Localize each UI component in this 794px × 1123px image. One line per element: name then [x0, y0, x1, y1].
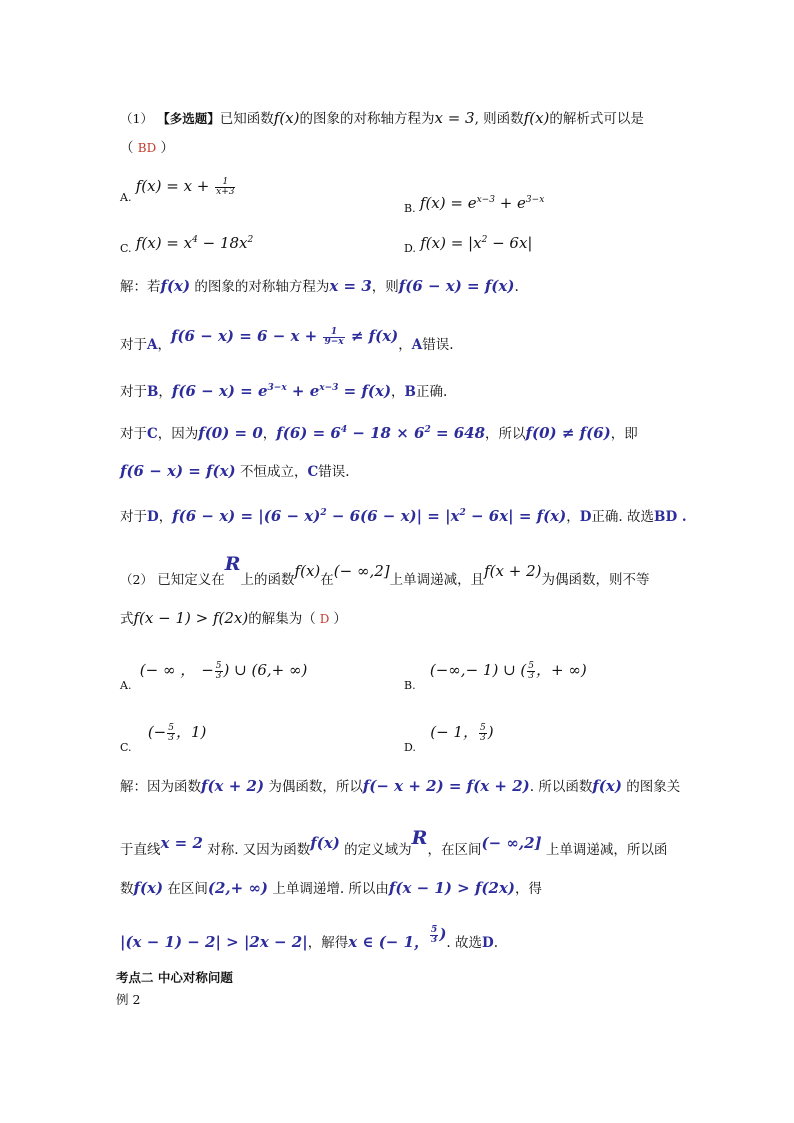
sol1-l6-m1: f(6 − x) = |(6 − x) [172, 507, 321, 525]
sol1-l1-eq: x = 3 [329, 277, 372, 295]
sol1-l2-math: f(6 − x) = 6 − x + [170, 327, 323, 345]
q2-option-a-neg: − [201, 661, 214, 679]
sol1-line5 [120, 461, 350, 482]
sol1-l3-comma: ， [158, 384, 172, 400]
q2-option-c-frac [167, 724, 175, 743]
sol1-l4-math [276, 424, 485, 442]
q1-fx: f(x) [273, 109, 300, 127]
q1-option-d-post: − 6x| [487, 234, 533, 252]
q2-l2-c: ） [333, 611, 347, 627]
q2-option-c-num: 5 [168, 723, 174, 733]
sol1-l1-b: 的图象的对称轴方程为 [190, 279, 330, 295]
sol1-l6-s1: 2 [320, 508, 327, 518]
sol2-line2 [120, 827, 668, 858]
q2-option-b-a: (−∞,− 1) ∪ ( [429, 661, 527, 679]
q2-fx: f(x) [294, 562, 321, 580]
q2-option-c-a: (− [147, 723, 167, 741]
sol2-l1-b: 为偶函数，所以 [264, 779, 363, 795]
sol1-l3-B2: B [404, 384, 416, 400]
sol1-l4-s1: 4 [340, 425, 348, 435]
sol2-l3-m1: f(x) [133, 879, 164, 897]
sol2-l1-m1: f(x + 2) [201, 777, 265, 795]
sol2-l3-a: 数 [120, 881, 134, 897]
q1-number: （1） [120, 111, 153, 126]
sol1-l4-a: 对于 [120, 426, 147, 442]
q1-option-d-math [420, 234, 532, 252]
q1-option-c-mid: − 18x [197, 234, 248, 252]
sol2-l4-num: 5 [431, 925, 438, 935]
q1-stem-d: 的解析式可以是 [549, 111, 644, 127]
sol2-l2-a: 于直线 [120, 842, 161, 858]
sol2-l1-m3: f(x) [592, 777, 622, 795]
sol1-l2-c: 错误. [422, 337, 454, 353]
sol1-l6-math [172, 507, 566, 525]
q2-option-d-frac [479, 724, 487, 743]
sol2-l2-m3: (− ∞,2] [481, 834, 542, 852]
sol1-l5-C: C [307, 464, 319, 480]
sol1-l5-b: 错误. [318, 464, 350, 480]
q2-l1-d: 上单调递减，且 [389, 572, 485, 588]
sol1-l4-e: ，即 [610, 426, 638, 442]
q1-option-a-label: A. [120, 191, 132, 204]
sol2-l2-R: R [411, 827, 428, 849]
sol1-l6-D2: D [579, 509, 592, 525]
q2-fx2: f(x + 2) [484, 562, 542, 580]
q1-option-c [120, 230, 253, 255]
q2-option-a [120, 660, 308, 692]
sol1-l3-m2: + e [286, 382, 320, 400]
sol2-l3-b: 在区间 [163, 881, 208, 897]
example-label [116, 990, 140, 1010]
q1-option-a-frac [215, 178, 235, 197]
q1-answer-close: ） [160, 140, 175, 156]
q1-answer-open: （ [120, 140, 134, 156]
sol1-l3-B: B [147, 384, 159, 400]
q1-answer: BD [137, 141, 157, 155]
sol1-l4-m2: f(6) = 6 [276, 424, 341, 442]
sol1-l1-d: . [514, 279, 519, 295]
sol1-l6-m3: − 6x| = f(x) [465, 507, 567, 525]
q2-option-c-den: 3 [168, 733, 174, 743]
sol1-l6-BD: BD [654, 509, 678, 525]
q2-option-d-num: 5 [479, 723, 486, 733]
q2-option-b [404, 660, 587, 692]
sol1-l2-den: 9−x [324, 337, 344, 347]
q2-option-a-num: 5 [215, 661, 222, 671]
sol2-l4-m3: ) [439, 925, 447, 943]
q2-option-c-label: C. [120, 741, 132, 754]
q2-l2-a: 式 [120, 611, 134, 627]
sol1-l4-m5: f(0) ≠ f(6) [525, 424, 611, 442]
sol1-l1-a: 解：若 [120, 279, 161, 295]
q2-option-c [120, 722, 207, 754]
q1-option-a-num: 1 [215, 178, 235, 188]
sol1-l2-ne: ≠ f(x) [345, 327, 399, 345]
sol1-l3-m3: = f(x) [338, 382, 392, 400]
sol1-l1-c: ，则 [371, 279, 399, 295]
sol1-l3-s2: x−3 [319, 383, 339, 393]
sol1-line2 [120, 326, 454, 353]
q2-option-a-b: ) ∪ (6,+ ∞) [223, 661, 308, 679]
example-label-text: 例 2 [116, 992, 141, 1007]
sol2-l4-frac [430, 926, 438, 945]
sol2-l3-m3: f(x − 1) > f(2x) [388, 879, 515, 897]
q1-stem-a: 已知函数 [219, 111, 274, 127]
q2-option-d-den: 3 [479, 733, 486, 743]
sol1-line1 [120, 276, 519, 297]
sol1-l6-D: D [147, 509, 159, 525]
sol1-l1-res: f(6 − x) = f(x) [398, 277, 515, 295]
sol2-l2-b: 对称. 又因为函数 [202, 842, 311, 858]
sol2-l2-e: 上单调递减，所以函 [541, 842, 668, 858]
sol1-l2-num: 1 [323, 328, 344, 338]
q1-option-b [404, 190, 544, 215]
q2-stem-line2 [120, 608, 347, 629]
q1-option-c-sup1: 4 [192, 235, 198, 245]
q2-option-d [404, 722, 494, 754]
sol1-l3-m1: f(6 − x) = e [171, 382, 268, 400]
q2-R: R [224, 553, 241, 575]
sol1-l6-s2: 2 [459, 508, 466, 518]
sol1-l2-comma: ， [157, 337, 171, 353]
sol1-l4-m3: − 18 × 6 [347, 424, 425, 442]
sol2-l2-m2: f(x) [310, 834, 340, 852]
sol1-l5-m: f(6 − x) = f(x) [120, 462, 236, 480]
sol2-l4-c: . [493, 935, 499, 951]
q1-option-d-a: f(x) = |x [420, 234, 482, 252]
sol1-l6-comma: ， [158, 509, 173, 525]
q2-l2-m: f(x − 1) > f(2x) [133, 609, 249, 627]
q1-option-c-label: C. [120, 242, 132, 255]
sol1-line3 [120, 378, 447, 402]
sol1-l3-math [172, 382, 391, 400]
q2-l2-b: 的解集为（ [248, 611, 316, 627]
section-heading [116, 968, 233, 988]
sol1-l5-a: 不恒成立， [235, 464, 308, 480]
sol2-l4-m1: |(x − 1) − 2| > |2x − 2| [120, 933, 308, 951]
sol1-l1-fx: f(x) [160, 277, 191, 295]
sol2-line3 [120, 878, 542, 899]
sol1-l4-m1: f(0) = 0 [198, 424, 263, 442]
sol2-l1-c: . 所以函数 [529, 779, 593, 795]
q1-stem-c: , 则函数 [474, 111, 524, 127]
q2-answer: D [319, 612, 330, 626]
sol1-l4-c: ， [262, 426, 277, 442]
q2-l1-e: 为偶函数，则不等 [541, 572, 650, 588]
sol1-l6-c: 正确. 故选 [591, 509, 655, 525]
sol1-l2-b: ， [398, 337, 412, 353]
sol1-l6-d: . [677, 509, 687, 525]
sol2-line1 [120, 776, 680, 797]
q1-option-c-a: f(x) = x [135, 234, 193, 252]
q2-l1-b: 上的函数 [240, 572, 295, 588]
sol1-l6-m2: − 6(6 − x)| = |x [326, 507, 460, 525]
q2-option-b-b: ，+ ∞) [536, 661, 587, 679]
sol1-l2-A2: A [411, 337, 423, 353]
q2-option-d-a: (− 1， [430, 723, 478, 741]
q1-option-b-a: f(x) = e [419, 194, 477, 212]
sol1-l6-b: ， [566, 509, 580, 525]
sol2-l2-d: ，在区间 [427, 842, 482, 858]
q1-option-d [404, 230, 532, 255]
q2-l1-a: 已知定义在 [152, 572, 225, 588]
sol2-l4-a: ，解得 [307, 935, 349, 951]
sol1-l3-s1: 3−x [267, 383, 287, 393]
q2-option-b-label: B. [404, 679, 416, 692]
sol2-l3-d: ，得 [515, 881, 542, 897]
sol2-l4-m2: x ∈ (− 1， [348, 933, 430, 951]
sol2-l4-D: D [482, 935, 494, 951]
sol1-l4-d: ，所以 [485, 426, 526, 442]
q1-answer-line [120, 138, 174, 158]
q2-option-b-den: 3 [528, 671, 534, 681]
q1-option-b-math [420, 194, 544, 212]
sol1-l3-a: 对于 [120, 384, 147, 400]
q2-option-a-a: (− ∞ ， [139, 661, 196, 679]
q1-eq: x = 3 [434, 109, 475, 127]
sol2-l4-den: 3 [431, 935, 438, 945]
sol1-l4-m4: = 648 [430, 424, 486, 442]
sol1-l6-a: 对于 [120, 509, 147, 525]
q2-option-b-frac [527, 662, 535, 681]
sol1-l4-C: C [147, 426, 158, 442]
q1-option-d-label: D. [404, 242, 416, 255]
q2-option-d-b: ) [487, 723, 494, 741]
q2-option-b-num: 5 [528, 661, 534, 671]
section-heading-text: 考点二 中心对称问题 [116, 970, 233, 985]
q2-option-d-label: D. [404, 741, 416, 754]
sol1-l3-c: 正确. [415, 384, 448, 400]
q1-option-c-math [136, 234, 253, 252]
q2-option-a-label: A. [120, 679, 132, 692]
sol2-l3-c: 上单调递增. 所以由 [268, 881, 389, 897]
sol1-line6 [120, 503, 687, 527]
sol2-l3-m2: (2,+ ∞) [207, 879, 269, 897]
q1-tag: 【多选题】 [157, 111, 220, 126]
sol1-l3-b: ， [391, 384, 405, 400]
q2-option-a-den: 3 [215, 671, 222, 681]
sol2-l1-a: 解：因为函数 [120, 779, 201, 795]
sol1-l4-s2: 2 [424, 425, 431, 435]
q1-option-a [120, 176, 236, 204]
sol1-line4 [120, 420, 638, 444]
q1-option-b-sup2: 3−x [525, 195, 545, 205]
q1-stem-b: 的图象的对称轴方程为 [299, 111, 435, 127]
sol1-l2-a: 对于 [120, 337, 147, 353]
sol1-l2-frac [323, 328, 344, 347]
sol1-l4-b: ，因为 [157, 426, 199, 442]
q1-option-a-den: x+3 [216, 187, 235, 197]
q2-option-c-b: ，1) [175, 723, 207, 741]
sol2-l4-b: . 故选 [446, 935, 483, 951]
sol2-l1-m2: f(− x + 2) = f(x + 2) [362, 777, 530, 795]
q1-option-d-sup: 2 [481, 235, 488, 245]
q1-option-b-sup1: x−3 [476, 195, 495, 205]
q1-option-a-math: f(x) = x + [135, 177, 215, 195]
q2-l1-c: 在 [320, 572, 334, 588]
sol2-l2-m1: x = 2 [160, 834, 203, 852]
q1-option-b-mid: + e [494, 194, 526, 212]
q2-stem-line1 [120, 553, 650, 588]
sol2-line4 [120, 925, 499, 953]
sol2-l2-c: 的定义域为 [339, 842, 412, 858]
q2-interval: (− ∞,2] [333, 562, 390, 580]
q1-fx-2: f(x) [523, 109, 550, 127]
sol2-l1-d: 的图象关 [621, 779, 681, 795]
q1-option-c-sup2: 2 [247, 235, 254, 245]
q2-option-a-frac [215, 662, 223, 681]
q1-stem-line1 [120, 108, 644, 129]
sol1-l2-A: A [147, 337, 158, 353]
q2-number: （2） [120, 572, 153, 587]
q1-option-b-label: B. [404, 202, 416, 215]
